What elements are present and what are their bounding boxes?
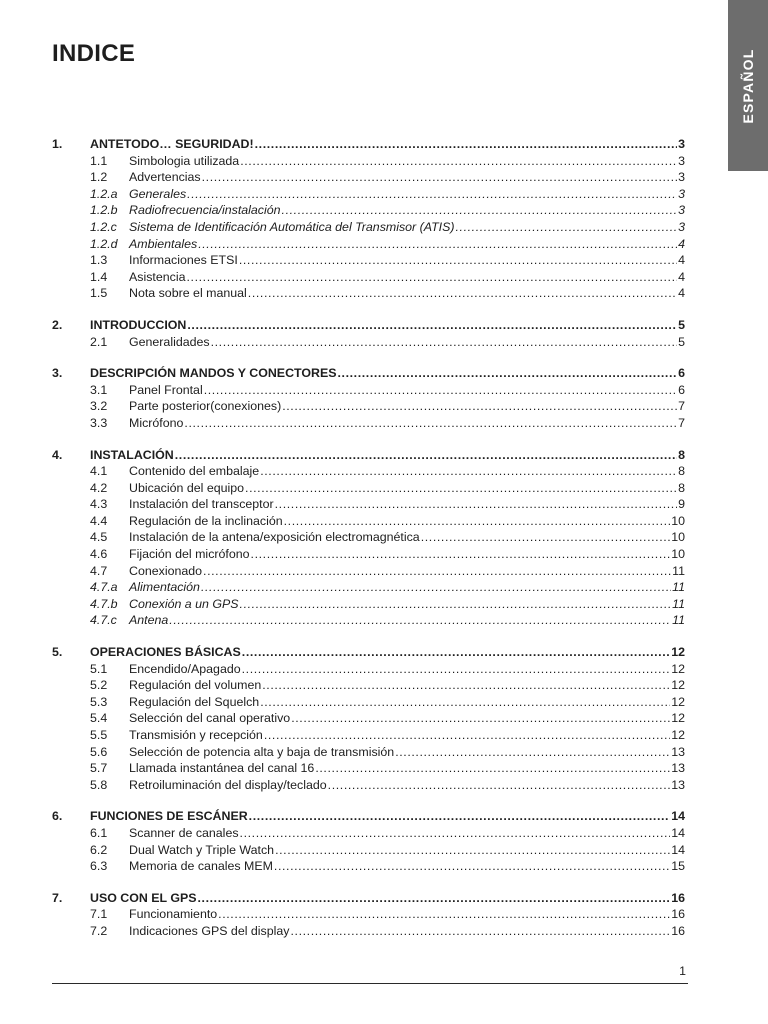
toc-entry-page: 13 bbox=[671, 777, 685, 792]
toc-entry-page: 7 bbox=[678, 415, 685, 430]
toc-subsection-entry bbox=[52, 858, 685, 875]
toc-subsection-entry bbox=[52, 169, 685, 186]
toc-entry-page: 10 bbox=[671, 547, 685, 562]
toc-subsection-entry bbox=[52, 398, 685, 415]
toc-entry-page: 15 bbox=[671, 859, 685, 874]
toc-section-entry bbox=[52, 365, 685, 382]
toc-subsection-entry bbox=[52, 579, 685, 596]
toc-dot-leader bbox=[202, 169, 677, 186]
toc-entry-page: 13 bbox=[671, 761, 685, 776]
toc-dot-leader bbox=[184, 415, 677, 432]
toc-entry-page: 8 bbox=[678, 480, 685, 495]
toc-entry-label: Conexionado bbox=[129, 563, 203, 578]
toc-subsection-entry bbox=[52, 727, 685, 744]
toc-dot-leader bbox=[282, 398, 677, 415]
toc-entry-number: 5.7 bbox=[90, 761, 108, 776]
toc-entry-number: 6. bbox=[52, 809, 63, 824]
toc-subsection-entry bbox=[52, 563, 685, 580]
toc-entry-number: 1.5 bbox=[90, 286, 108, 301]
toc-entry-label: Memoria de canales MEM bbox=[129, 859, 273, 874]
toc-section bbox=[52, 365, 685, 431]
toc-entry-page: 11 bbox=[672, 596, 685, 611]
toc-dot-leader bbox=[175, 447, 677, 464]
toc-entry-number: 4.6 bbox=[90, 547, 108, 562]
toc-subsection-entry bbox=[52, 496, 685, 513]
toc-subsection-entry bbox=[52, 269, 685, 286]
toc-entry-label: Antena bbox=[129, 613, 169, 628]
toc-dot-leader bbox=[264, 727, 670, 744]
toc-entry-number: 6.1 bbox=[90, 825, 108, 840]
toc-dot-leader bbox=[421, 529, 671, 546]
toc-entry-page: 12 bbox=[671, 694, 685, 709]
toc-entry-label: Funcionamiento bbox=[129, 907, 218, 922]
toc-subsection-entry bbox=[52, 463, 685, 480]
toc-entry-label: ANTETODO… SEGURIDAD! bbox=[90, 137, 254, 151]
toc-dot-leader bbox=[218, 906, 670, 923]
toc-entry-label: Alimentación bbox=[129, 580, 200, 595]
toc-dot-leader bbox=[169, 612, 671, 629]
toc-entry-label: Generales bbox=[129, 186, 187, 201]
toc-entry-page: 14 bbox=[671, 842, 685, 857]
toc-dot-leader bbox=[275, 496, 677, 513]
toc-entry-number: 7.2 bbox=[90, 923, 108, 938]
toc-entry-number: 5. bbox=[52, 645, 63, 660]
toc-dot-leader bbox=[337, 365, 677, 382]
toc-entry-page: 3 bbox=[678, 153, 685, 168]
toc-subsection-entry bbox=[52, 906, 685, 923]
toc-subsection-entry bbox=[52, 710, 685, 727]
toc-section bbox=[52, 644, 685, 793]
toc-subsection-entry bbox=[52, 513, 685, 530]
toc-entry-number: 4.5 bbox=[90, 530, 108, 545]
toc-entry-label: Nota sobre el manual bbox=[129, 286, 247, 301]
toc-entry-label: Indicaciones GPS del display bbox=[129, 923, 290, 938]
toc-entry-label: OPERACIONES BÁSICAS bbox=[90, 645, 241, 660]
toc-entry-label: Llamada instantánea del canal 16 bbox=[129, 761, 315, 776]
toc-dot-leader bbox=[248, 285, 677, 302]
toc-subsection-entry bbox=[52, 596, 685, 613]
toc-subsection-entry bbox=[52, 480, 685, 497]
toc-dot-leader bbox=[211, 334, 678, 351]
toc-entry-number: 4.7.c bbox=[90, 613, 117, 628]
toc-section-entry bbox=[52, 447, 685, 464]
toc-entry-page: 11 bbox=[672, 563, 685, 578]
toc-entry-number: 3.3 bbox=[90, 415, 108, 430]
toc-entry-number: 7.1 bbox=[90, 907, 108, 922]
toc-entry-page: 12 bbox=[671, 661, 685, 676]
toc-dot-leader bbox=[242, 644, 670, 661]
toc-entry-number: 5.1 bbox=[90, 661, 108, 676]
toc-dot-leader bbox=[187, 317, 677, 334]
toc-entry-label: Encendido/Apagado bbox=[129, 661, 241, 676]
toc-entry-page: 5 bbox=[678, 317, 685, 332]
toc-entry-number: 5.2 bbox=[90, 678, 108, 693]
toc-entry-label: Fijación del micrófono bbox=[129, 547, 250, 562]
toc-dot-leader bbox=[260, 463, 677, 480]
toc-entry-number: 4.3 bbox=[90, 497, 108, 512]
toc-entry-label: Parte posterior(conexiones) bbox=[129, 399, 282, 414]
toc-entry-number: 1.2.d bbox=[90, 236, 118, 251]
toc-dot-leader bbox=[198, 236, 677, 253]
toc-entry-number: 4.4 bbox=[90, 513, 108, 528]
toc-entry-number: 3.1 bbox=[90, 382, 108, 397]
toc-entry-label: Asistencia bbox=[129, 269, 186, 284]
toc-dot-leader bbox=[201, 579, 671, 596]
toc-section-entry bbox=[52, 317, 685, 334]
toc-entry-label: Regulación de la inclinación bbox=[129, 513, 283, 528]
toc-entry-page: 8 bbox=[678, 464, 685, 479]
toc-dot-leader bbox=[291, 710, 670, 727]
toc-subsection-entry bbox=[52, 546, 685, 563]
toc-entry-page: 12 bbox=[671, 645, 685, 660]
toc-dot-leader bbox=[198, 890, 671, 907]
toc-entry-page: 5 bbox=[678, 334, 685, 349]
toc-entry-label: Advertencias bbox=[129, 170, 201, 185]
toc-subsection-entry bbox=[52, 694, 685, 711]
toc-entry-label: Ambientales bbox=[129, 236, 198, 251]
toc-entry-label: FUNCIONES DE ESCÁNER bbox=[90, 809, 248, 824]
toc-entry-label: Regulación del volumen bbox=[129, 678, 262, 693]
toc-entry-number: 4. bbox=[52, 447, 63, 462]
toc-dot-leader bbox=[274, 858, 670, 875]
toc-entry-number: 4.2 bbox=[90, 480, 108, 495]
toc-entry-number: 3. bbox=[52, 366, 63, 381]
toc-entry-number: 7. bbox=[52, 890, 63, 905]
toc-entry-page: 10 bbox=[671, 530, 685, 545]
toc-dot-leader bbox=[395, 744, 670, 761]
toc-entry-page: 11 bbox=[672, 613, 685, 628]
toc-entry-number: 3.2 bbox=[90, 399, 108, 414]
toc-subsection-entry bbox=[52, 677, 685, 694]
toc-entry-label: Scanner de canales bbox=[129, 825, 239, 840]
toc-entry-page: 16 bbox=[671, 923, 685, 938]
footer-divider bbox=[52, 983, 688, 984]
toc-entry-page: 7 bbox=[678, 399, 685, 414]
toc-entry-number: 5.8 bbox=[90, 777, 108, 792]
toc-subsection-entry bbox=[52, 334, 685, 351]
toc-subsection-entry bbox=[52, 760, 685, 777]
toc-dot-leader bbox=[290, 923, 670, 940]
toc-entry-number: 2. bbox=[52, 317, 63, 332]
toc-subsection-entry bbox=[52, 744, 685, 761]
toc-entry-label: Panel Frontal bbox=[129, 382, 203, 397]
toc-entry-page: 3 bbox=[678, 137, 685, 151]
toc-entry-page: 3 bbox=[678, 203, 685, 218]
toc-dot-leader bbox=[260, 694, 670, 711]
toc-dot-leader bbox=[239, 252, 677, 269]
toc-entry-number: 4.7 bbox=[90, 563, 108, 578]
toc-subsection-entry bbox=[52, 612, 685, 629]
toc-subsection-entry bbox=[52, 923, 685, 940]
toc-dot-leader bbox=[186, 269, 677, 286]
toc-entry-page: 4 bbox=[678, 236, 685, 251]
toc-entry-label: Simbologia utilizada bbox=[129, 153, 240, 168]
toc-entry-label: DESCRIPCIÓN MANDOS Y CONECTORES bbox=[90, 366, 337, 381]
toc-entry-number: 1.1 bbox=[90, 153, 108, 168]
toc-dot-leader bbox=[242, 661, 671, 678]
toc-section-entry bbox=[52, 136, 685, 153]
toc-entry-page: 12 bbox=[671, 711, 685, 726]
toc-entry-page: 3 bbox=[678, 186, 685, 201]
toc-entry-label: Dual Watch y Triple Watch bbox=[129, 842, 275, 857]
toc-entry-label: Retroiluminación del display/teclado bbox=[129, 777, 327, 792]
toc-subsection-entry bbox=[52, 415, 685, 432]
toc-entry-page: 4 bbox=[678, 253, 685, 268]
toc-entry-page: 14 bbox=[671, 825, 685, 840]
toc-entry-label: Generalidades bbox=[129, 334, 210, 349]
toc-entry-page: 16 bbox=[671, 890, 685, 905]
toc-entry-number: 1.2.c bbox=[90, 219, 117, 234]
toc-dot-leader bbox=[251, 546, 671, 563]
toc-subsection-entry bbox=[52, 252, 685, 269]
toc-section-entry bbox=[52, 644, 685, 661]
toc-entry-number: 1.2.b bbox=[90, 203, 118, 218]
toc-section bbox=[52, 317, 685, 350]
toc-dot-leader bbox=[204, 382, 677, 399]
toc-section bbox=[52, 136, 685, 302]
toc-entry-label: INSTALACIÓN bbox=[90, 447, 174, 462]
toc-dot-leader bbox=[456, 219, 678, 236]
toc-dot-leader bbox=[262, 677, 670, 694]
toc-entry-number: 5.5 bbox=[90, 728, 108, 742]
toc-dot-leader bbox=[203, 563, 671, 580]
toc-section-entry bbox=[52, 808, 685, 825]
toc-dot-leader bbox=[240, 825, 671, 842]
toc-dot-leader bbox=[275, 842, 670, 859]
table-of-contents bbox=[52, 136, 685, 955]
toc-entry-label: Conexión a un GPS bbox=[129, 596, 239, 611]
toc-entry-label: USO CON EL GPS bbox=[90, 890, 197, 905]
toc-entry-page: 12 bbox=[671, 728, 685, 742]
toc-section bbox=[52, 890, 685, 940]
toc-entry-number: 1.4 bbox=[90, 269, 108, 284]
toc-entry-label: Sistema de Identificación Automática del Transmisor (ATIS) bbox=[129, 219, 455, 234]
toc-entry-label: Contenido del embalaje bbox=[129, 464, 260, 479]
toc-entry-page: 10 bbox=[671, 513, 685, 528]
toc-entry-page: 14 bbox=[671, 809, 685, 824]
toc-entry-number: 1.3 bbox=[90, 253, 108, 268]
toc-entry-number: 1.2.a bbox=[90, 186, 118, 201]
toc-subsection-entry bbox=[52, 825, 685, 842]
toc-entry-label: Micrófono bbox=[129, 415, 184, 430]
toc-entry-page: 3 bbox=[678, 170, 685, 185]
toc-entry-label: Radiofrecuencia/instalación bbox=[129, 203, 281, 218]
toc-dot-leader bbox=[240, 153, 677, 170]
toc-section-entry bbox=[52, 890, 685, 907]
toc-entry-page: 6 bbox=[678, 366, 685, 381]
toc-entry-page: 16 bbox=[671, 907, 685, 922]
toc-entry-number: 2.1 bbox=[90, 334, 108, 349]
toc-dot-leader bbox=[245, 480, 677, 497]
page-number: 1 bbox=[679, 964, 686, 978]
toc-entry-page: 11 bbox=[672, 580, 685, 595]
toc-subsection-entry bbox=[52, 219, 685, 236]
toc-entry-label: Instalación del transceptor bbox=[129, 497, 274, 512]
toc-dot-leader bbox=[284, 513, 671, 530]
toc-entry-page: 4 bbox=[678, 286, 685, 301]
toc-entry-label: Ubicación del equipo bbox=[129, 480, 245, 495]
toc-subsection-entry bbox=[52, 382, 685, 399]
toc-dot-leader bbox=[249, 808, 671, 825]
page-title: INDICE bbox=[52, 40, 136, 67]
toc-entry-label: Regulación del Squelch bbox=[129, 694, 260, 709]
toc-entry-number: 4.7.a bbox=[90, 580, 118, 595]
toc-entry-label: Instalación de la antena/exposición electromagnética bbox=[129, 530, 420, 545]
toc-entry-number: 5.4 bbox=[90, 711, 108, 726]
toc-section bbox=[52, 808, 685, 874]
toc-dot-leader bbox=[187, 186, 677, 203]
toc-entry-number: 1. bbox=[52, 137, 63, 151]
toc-entry-number: 6.2 bbox=[90, 842, 108, 857]
toc-entry-label: Transmisión y recepción bbox=[129, 728, 263, 742]
toc-dot-leader bbox=[240, 596, 672, 613]
toc-entry-page: 12 bbox=[671, 678, 685, 693]
toc-subsection-entry bbox=[52, 236, 685, 253]
toc-dot-leader bbox=[328, 777, 671, 794]
toc-dot-leader bbox=[315, 760, 670, 777]
toc-dot-leader bbox=[255, 136, 677, 153]
toc-subsection-entry bbox=[52, 153, 685, 170]
toc-entry-label: Selección de potencia alta y baja de transmisión bbox=[129, 744, 395, 759]
toc-section bbox=[52, 447, 685, 630]
toc-subsection-entry bbox=[52, 186, 685, 203]
toc-subsection-entry bbox=[52, 777, 685, 794]
toc-entry-number: 4.1 bbox=[90, 464, 108, 479]
toc-entry-page: 13 bbox=[671, 744, 685, 759]
toc-entry-page: 3 bbox=[678, 219, 685, 234]
toc-entry-number: 5.6 bbox=[90, 744, 108, 759]
toc-entry-number: 1.2 bbox=[90, 170, 108, 185]
language-tab bbox=[728, 0, 768, 171]
toc-subsection-entry bbox=[52, 842, 685, 859]
toc-entry-page: 8 bbox=[678, 447, 685, 462]
toc-subsection-entry bbox=[52, 202, 685, 219]
toc-entry-number: 5.3 bbox=[90, 694, 108, 709]
toc-dot-leader bbox=[282, 202, 678, 219]
toc-entry-label: INTRODUCCION bbox=[90, 317, 187, 332]
toc-entry-label: Informaciones ETSI bbox=[129, 253, 238, 268]
toc-subsection-entry bbox=[52, 529, 685, 546]
toc-entry-label: Selección del canal operativo bbox=[129, 711, 291, 726]
toc-entry-number: 4.7.b bbox=[90, 596, 118, 611]
language-tab-label: ESPAÑOL bbox=[740, 48, 756, 124]
toc-subsection-entry bbox=[52, 661, 685, 678]
toc-entry-page: 6 bbox=[678, 382, 685, 397]
toc-subsection-entry bbox=[52, 285, 685, 302]
toc-entry-page: 9 bbox=[678, 497, 685, 512]
toc-entry-page: 4 bbox=[678, 269, 685, 284]
toc-entry-number: 6.3 bbox=[90, 859, 108, 874]
